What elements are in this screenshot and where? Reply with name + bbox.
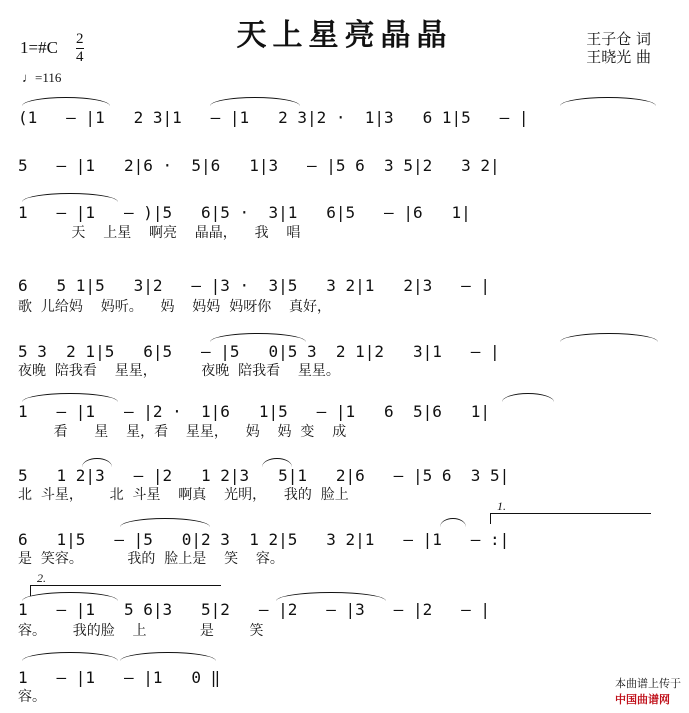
- notation-row-5: 5 3 2 1|5 6|5 — |5 0|5 3 2 1|2 3|1 — |: [18, 342, 500, 361]
- tie-arc: [210, 333, 306, 342]
- footer-watermark: [608, 662, 681, 707]
- tie-arc: [502, 393, 554, 402]
- notation-row-6: 1 — |1 — |2 · 1|6 1|5 — |1 6 5|6 1|: [18, 402, 491, 421]
- footer-upload-text: 本曲谱上传于: [615, 677, 681, 690]
- lyric-row-5: 夜晚 陪我看 星星， 夜晚 陪我看 星星。: [18, 363, 340, 379]
- tie-arc: [22, 193, 118, 202]
- notation-row-2: 5 — |1 2|6 · 5|6 1|3 — |5 6 3 5|2 3 2|: [18, 156, 500, 175]
- lyricist-credit: 王子仓 词: [586, 30, 651, 48]
- notation-row-7: 5 1 2|3 — |2 1 2|3 5|1 2|6 — |5 6 3 5|: [18, 466, 510, 485]
- lyric-row-7: 北 斗星， 北 斗星 啊真 光明， 我的 脸上: [18, 487, 349, 503]
- notation-row-10: 1 — |1 — |1 0 ‖: [18, 668, 221, 687]
- volta-2-label: 2.: [37, 571, 46, 585]
- notation-row-3: 1 — |1 — )|5 6|5 · 3|1 6|5 — |6 1|: [18, 203, 471, 222]
- lyric-row-6: 看 星 星，看 星星， 妈 妈 变 成: [18, 424, 347, 440]
- volta-1-bracket: [490, 499, 651, 524]
- volta-1-label: 1.: [497, 499, 506, 513]
- meter-top: 2: [76, 31, 84, 47]
- lyric-row-4: 歌 儿给妈 妈听。 妈 妈妈 妈呀你 真好，: [18, 299, 332, 315]
- lyric-row-10: 容。: [18, 689, 46, 705]
- notation-row-1: (1 — |1 2 3|1 — |1 2 3|2 · 1|3 6 1|5 — |: [18, 108, 529, 127]
- tie-arc: [210, 97, 300, 106]
- lyric-row-9: 容。 我的脸 上 是 笑: [18, 623, 264, 639]
- time-signature: [76, 32, 84, 65]
- notation-row-8: 6 1|5 — |5 0|2 3 1 2|5 3 2|1 — |1 — :|: [18, 530, 510, 549]
- key-signature: 1=#C: [20, 38, 58, 57]
- composer-credit: 王晓光 曲: [586, 48, 651, 66]
- tie-arc: [120, 518, 210, 527]
- notation-row-4: 6 5 1|5 3|2 — |3 · 3|5 3 2|1 2|3 — |: [18, 276, 491, 295]
- lyric-row-8: 是 笑容。 我的 脸上是 笑 容。: [18, 551, 284, 567]
- lyric-row-3: 天 上星 啊亮 晶晶， 我 唱: [18, 225, 301, 241]
- slur-arc: [440, 518, 466, 527]
- tempo-marking: ♩=116: [22, 70, 62, 85]
- footer-site-name[interactable]: 中国曲谱网: [615, 693, 670, 706]
- tie-arc: [560, 333, 658, 342]
- tie-arc: [560, 97, 656, 106]
- meter-bottom: 4: [76, 49, 84, 65]
- song-title: 天上星亮晶晶: [236, 18, 453, 53]
- tie-arc: [22, 97, 110, 106]
- tie-arc: [120, 652, 216, 661]
- tie-arc: [22, 652, 118, 661]
- tie-arc: [22, 393, 118, 402]
- notation-row-9: 1 — |1 5 6|3 5|2 — |2 — |3 — |2 — |: [18, 600, 491, 619]
